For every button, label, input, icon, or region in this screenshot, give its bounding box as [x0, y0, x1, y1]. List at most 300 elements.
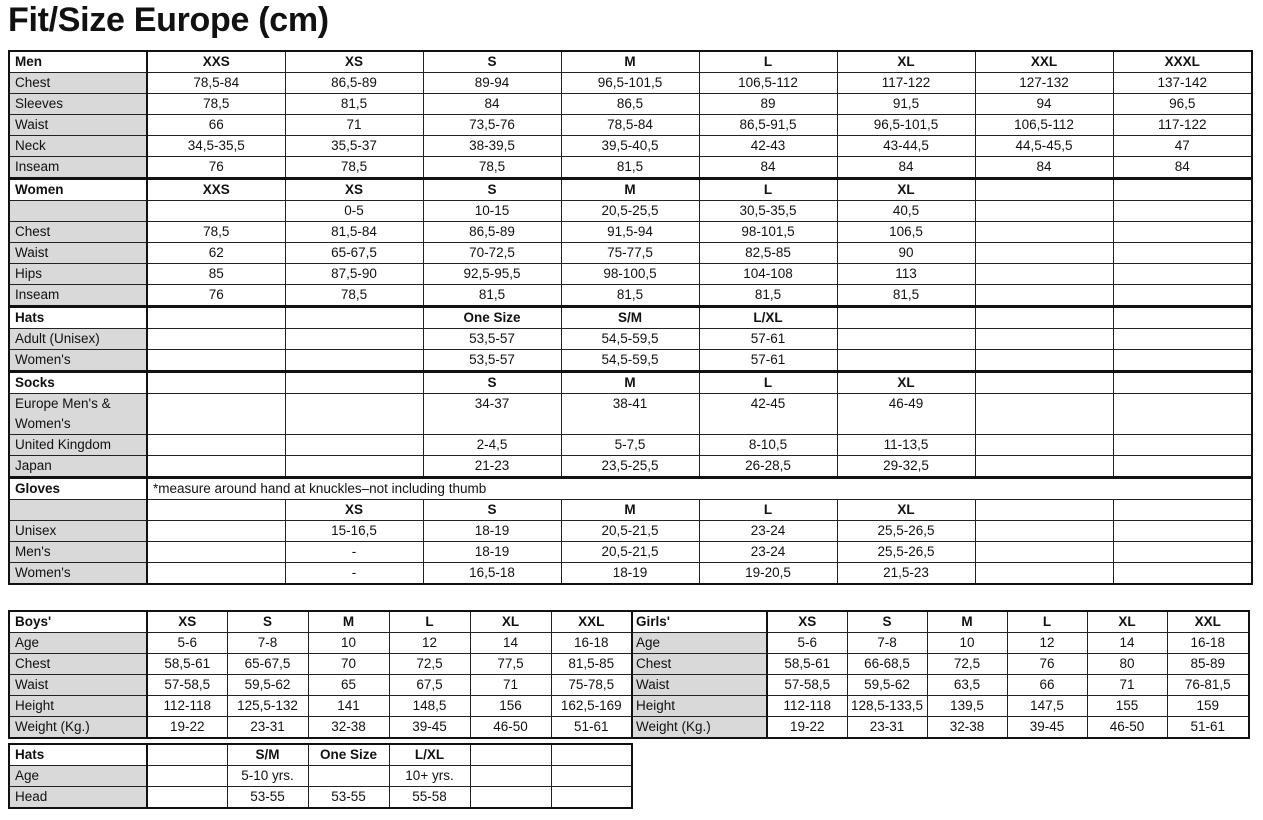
table-cell: 57-58,5: [767, 675, 847, 696]
boys-size-header: XXL: [551, 611, 632, 633]
hats-size-header: [147, 307, 285, 329]
table-cell: 55-58: [389, 787, 470, 809]
table-cell: [147, 787, 227, 809]
table-cell: 23-31: [227, 717, 308, 739]
table-cell: 139,5: [927, 696, 1007, 717]
row-label: Women's: [9, 563, 147, 585]
table-row: [9, 563, 1252, 585]
table-cell: 0-5: [285, 201, 423, 222]
row-label: Unisex: [9, 521, 147, 542]
socks-size-header: [147, 372, 285, 394]
table-cell: 72,5: [389, 654, 470, 675]
women-header-row: [9, 179, 1252, 201]
table-cell: 43-44,5: [837, 136, 975, 157]
table-cell: 51-61: [551, 717, 632, 739]
row-label: Chest: [9, 654, 147, 675]
table-cell: [837, 329, 975, 350]
socks-size-header: [975, 372, 1113, 394]
table-row: [9, 696, 1249, 717]
table-cell: [147, 350, 285, 372]
table-cell: 78,5: [285, 285, 423, 307]
table-cell: [975, 456, 1113, 478]
girls-size-header: XL: [1087, 611, 1167, 633]
table-cell: 70: [308, 654, 389, 675]
table-cell: 81,5: [837, 285, 975, 307]
socks-size-header: M: [561, 372, 699, 394]
table-cell: 23,5-25,5: [561, 456, 699, 478]
table-cell: 76: [1007, 654, 1087, 675]
table-cell: 117-122: [837, 73, 975, 94]
table-row: [9, 73, 1252, 94]
table-cell: 80: [1087, 654, 1167, 675]
table-cell: 16-18: [551, 633, 632, 654]
table-cell: 78,5-84: [561, 115, 699, 136]
boys-section-label: Boys': [9, 611, 147, 633]
table-cell: [1113, 285, 1252, 307]
table-cell: [975, 563, 1113, 585]
table-cell: 112-118: [147, 696, 227, 717]
row-label: Chest: [9, 73, 147, 94]
hats-size-header: One Size: [423, 307, 561, 329]
table-cell: 47: [1113, 136, 1252, 157]
women-size-header: S: [423, 179, 561, 201]
table-cell: 21-23: [423, 456, 561, 478]
table-cell: 12: [1007, 633, 1087, 654]
row-label: Weight (Kg.): [9, 717, 147, 739]
boys-hats-size-header: [470, 744, 551, 766]
table-cell: 86,5-89: [285, 73, 423, 94]
table-cell: 65: [308, 675, 389, 696]
table-cell: 155: [1087, 696, 1167, 717]
boys-size-header: L: [389, 611, 470, 633]
table-row: [9, 94, 1252, 115]
girls-size-header: S: [847, 611, 927, 633]
table-cell: [975, 435, 1113, 456]
socks-size-header: XL: [837, 372, 975, 394]
table-cell: 46-49: [837, 394, 975, 435]
men-size-header: S: [423, 51, 561, 73]
table-cell: [285, 435, 423, 456]
socks-header-row: [9, 372, 1252, 394]
table-cell: 86,5-91,5: [699, 115, 837, 136]
row-label: Weight (Kg.): [632, 717, 767, 739]
table-cell: 117-122: [1113, 115, 1252, 136]
table-cell: 87,5-90: [285, 264, 423, 285]
table-row: [9, 115, 1252, 136]
table-cell: 84: [1113, 157, 1252, 179]
table-row: [9, 542, 1252, 563]
table-row: [9, 136, 1252, 157]
table-cell: 81,5: [423, 285, 561, 307]
table-cell: [975, 243, 1113, 264]
kids-size-table: [8, 610, 1250, 739]
table-row: [9, 285, 1252, 307]
table-cell: 19-22: [767, 717, 847, 739]
table-cell: 38-39,5: [423, 136, 561, 157]
row-label: Waist: [9, 115, 147, 136]
table-cell: 81,5: [285, 94, 423, 115]
boys-size-header: S: [227, 611, 308, 633]
table-row: [9, 787, 632, 809]
table-cell: 16-18: [1167, 633, 1249, 654]
table-cell: [1113, 201, 1252, 222]
table-cell: 89: [699, 94, 837, 115]
table-cell: [975, 222, 1113, 243]
table-cell: 14: [470, 633, 551, 654]
table-cell: 73,5-76: [423, 115, 561, 136]
table-cell: 10-15: [423, 201, 561, 222]
table-cell: 84: [975, 157, 1113, 179]
table-cell: 65-67,5: [227, 654, 308, 675]
boys-size-header: XL: [470, 611, 551, 633]
table-cell: 81,5-84: [285, 222, 423, 243]
gloves-note: *measure around hand at knuckles–not including thumb: [147, 478, 1252, 500]
table-cell: 128,5-133,5: [847, 696, 927, 717]
table-cell: [1113, 563, 1252, 585]
gloves-size-header: [147, 500, 285, 521]
row-label: Chest: [632, 654, 767, 675]
row-label: Age: [9, 766, 147, 787]
table-cell: [147, 521, 285, 542]
row-label: Inseam: [9, 157, 147, 179]
table-cell: 54,5-59,5: [561, 350, 699, 372]
table-cell: 8-10,5: [699, 435, 837, 456]
row-label: Age: [632, 633, 767, 654]
table-cell: [285, 329, 423, 350]
table-cell: 85-89: [1167, 654, 1249, 675]
table-cell: 71: [470, 675, 551, 696]
table-cell: 77,5: [470, 654, 551, 675]
table-cell: 78,5: [147, 222, 285, 243]
girls-size-header: M: [927, 611, 1007, 633]
table-cell: 147,5: [1007, 696, 1087, 717]
table-cell: 67,5: [389, 675, 470, 696]
men-size-header: XXL: [975, 51, 1113, 73]
table-cell: 141: [308, 696, 389, 717]
table-row: [9, 766, 632, 787]
table-cell: 98-101,5: [699, 222, 837, 243]
row-label: Waist: [9, 243, 147, 264]
boys-hats-size-header: S/M: [227, 744, 308, 766]
row-label: Men's: [9, 542, 147, 563]
table-cell: 20,5-21,5: [561, 521, 699, 542]
table-cell: 10: [308, 633, 389, 654]
gloves-size-header: [975, 500, 1113, 521]
row-label: Chest: [9, 222, 147, 243]
table-cell: 39,5-40,5: [561, 136, 699, 157]
table-cell: 76: [147, 285, 285, 307]
table-cell: [551, 787, 632, 809]
table-cell: 5-6: [147, 633, 227, 654]
table-cell: 53,5-57: [423, 350, 561, 372]
table-cell: 21,5-23: [837, 563, 975, 585]
table-cell: 46-50: [1087, 717, 1167, 739]
women-size-header: XXS: [147, 179, 285, 201]
row-label: Waist: [632, 675, 767, 696]
row-label: Neck: [9, 136, 147, 157]
table-cell: 51-61: [1167, 717, 1249, 739]
women-size-header: XS: [285, 179, 423, 201]
boys-hats-section-label: Hats: [9, 744, 147, 766]
table-cell: [551, 766, 632, 787]
table-cell: 84: [423, 94, 561, 115]
table-cell: 58,5-61: [767, 654, 847, 675]
men-section-label: Men: [9, 51, 147, 73]
table-cell: 63,5: [927, 675, 1007, 696]
table-cell: 18-19: [423, 542, 561, 563]
hats-size-header: [285, 307, 423, 329]
table-cell: 14: [1087, 633, 1167, 654]
hats-size-header: L/XL: [699, 307, 837, 329]
hats-section-label: Hats: [9, 307, 147, 329]
table-cell: 106,5: [837, 222, 975, 243]
row-label: Sleeves: [9, 94, 147, 115]
girls-size-header: XXL: [1167, 611, 1249, 633]
table-cell: 54,5-59,5: [561, 329, 699, 350]
table-cell: 25,5-26,5: [837, 521, 975, 542]
table-cell: 35,5-37: [285, 136, 423, 157]
table-cell: [975, 329, 1113, 350]
boys-hats-size-header: L/XL: [389, 744, 470, 766]
table-cell: 78,5: [423, 157, 561, 179]
gloves-size-header: XL: [837, 500, 975, 521]
table-row: [9, 157, 1252, 179]
men-size-header: XS: [285, 51, 423, 73]
table-cell: [975, 542, 1113, 563]
table-cell: 71: [1087, 675, 1167, 696]
table-cell: 5-6: [767, 633, 847, 654]
women-size-header: XL: [837, 179, 975, 201]
women-section-label: Women: [9, 179, 147, 201]
row-label: Europe Men's & Women's: [9, 394, 147, 435]
row-label: Japan: [9, 456, 147, 478]
table-cell: 58,5-61: [147, 654, 227, 675]
table-row: [9, 717, 1249, 739]
gloves-blank-label: [9, 500, 147, 521]
table-row: [9, 675, 1249, 696]
boys-hats-size-header: [147, 744, 227, 766]
table-cell: 15-16,5: [285, 521, 423, 542]
table-cell: 10+ yrs.: [389, 766, 470, 787]
table-cell: [1113, 264, 1252, 285]
gloves-size-header: [1113, 500, 1252, 521]
table-cell: 125,5-132: [227, 696, 308, 717]
table-cell: 42-45: [699, 394, 837, 435]
table-cell: [1113, 329, 1252, 350]
row-label: Height: [632, 696, 767, 717]
socks-size-header: [285, 372, 423, 394]
table-cell: 23-24: [699, 542, 837, 563]
table-cell: 57-61: [699, 329, 837, 350]
table-cell: 96,5: [1113, 94, 1252, 115]
table-row: [9, 654, 1249, 675]
table-cell: 75-77,5: [561, 243, 699, 264]
table-cell: [147, 201, 285, 222]
table-cell: 44,5-45,5: [975, 136, 1113, 157]
table-cell: 32-38: [308, 717, 389, 739]
table-cell: [1113, 394, 1252, 435]
table-cell: 96,5-101,5: [837, 115, 975, 136]
table-cell: [285, 350, 423, 372]
table-cell: 84: [699, 157, 837, 179]
socks-size-header: S: [423, 372, 561, 394]
table-cell: 39-45: [389, 717, 470, 739]
table-cell: 76: [147, 157, 285, 179]
table-cell: [147, 394, 285, 435]
table-cell: 20,5-21,5: [561, 542, 699, 563]
table-cell: 89-94: [423, 73, 561, 94]
row-label: Head: [9, 787, 147, 809]
table-cell: 148,5: [389, 696, 470, 717]
girls-size-header: L: [1007, 611, 1087, 633]
table-cell: 78,5-84: [147, 73, 285, 94]
boys-hats-table: [8, 743, 633, 809]
men-size-header: L: [699, 51, 837, 73]
table-cell: 66: [147, 115, 285, 136]
women-size-header: M: [561, 179, 699, 201]
table-cell: 162,5-169: [551, 696, 632, 717]
table-cell: 91,5-94: [561, 222, 699, 243]
hats-size-header: [837, 307, 975, 329]
table-cell: 81,5: [561, 285, 699, 307]
women-size-header: [975, 179, 1113, 201]
table-cell: 29-32,5: [837, 456, 975, 478]
table-row: [9, 222, 1252, 243]
table-cell: 38-41: [561, 394, 699, 435]
table-cell: [1113, 222, 1252, 243]
table-cell: 42-43: [699, 136, 837, 157]
gloves-size-header: M: [561, 500, 699, 521]
table-cell: 20,5-25,5: [561, 201, 699, 222]
table-cell: 5-7,5: [561, 435, 699, 456]
table-cell: 11-13,5: [837, 435, 975, 456]
men-size-header: XL: [837, 51, 975, 73]
table-cell: [975, 264, 1113, 285]
table-cell: [975, 350, 1113, 372]
hats-size-header: [1113, 307, 1252, 329]
boys-hats-size-header: One Size: [308, 744, 389, 766]
row-label: Waist: [9, 675, 147, 696]
table-cell: 46-50: [470, 717, 551, 739]
gloves-section-label: Gloves: [9, 478, 147, 500]
table-cell: 137-142: [1113, 73, 1252, 94]
men-size-header: XXS: [147, 51, 285, 73]
table-cell: 30,5-35,5: [699, 201, 837, 222]
table-cell: 81,5: [561, 157, 699, 179]
table-cell: 59,5-62: [227, 675, 308, 696]
table-cell: [837, 350, 975, 372]
row-label: Women's: [9, 350, 147, 372]
row-label: Age: [9, 633, 147, 654]
table-cell: 32-38: [927, 717, 1007, 739]
table-cell: [285, 394, 423, 435]
gloves-size-row: [9, 500, 1252, 521]
table-cell: 72,5: [927, 654, 1007, 675]
table-row: [9, 633, 1249, 654]
table-cell: [1113, 350, 1252, 372]
table-cell: 156: [470, 696, 551, 717]
page-title: Fit/Size Europe (cm): [8, 1, 329, 39]
table-cell: [975, 521, 1113, 542]
table-cell: 112-118: [767, 696, 847, 717]
table-cell: [470, 787, 551, 809]
table-cell: 34,5-35,5: [147, 136, 285, 157]
table-cell: 5-10 yrs.: [227, 766, 308, 787]
table-cell: 57-61: [699, 350, 837, 372]
table-cell: 26-28,5: [699, 456, 837, 478]
row-label: Height: [9, 696, 147, 717]
table-cell: 86,5: [561, 94, 699, 115]
table-cell: -: [285, 563, 423, 585]
table-cell: 81,5-85: [551, 654, 632, 675]
table-cell: 65-67,5: [285, 243, 423, 264]
table-cell: 159: [1167, 696, 1249, 717]
table-cell: 59,5-62: [847, 675, 927, 696]
table-cell: 86,5-89: [423, 222, 561, 243]
socks-size-header: L: [699, 372, 837, 394]
table-row: [9, 350, 1252, 372]
hats-size-header: S/M: [561, 307, 699, 329]
table-cell: [975, 201, 1113, 222]
table-cell: [1113, 542, 1252, 563]
row-label: [9, 201, 147, 222]
table-cell: 90: [837, 243, 975, 264]
table-cell: 19-22: [147, 717, 227, 739]
table-cell: 104-108: [699, 264, 837, 285]
socks-size-header: [1113, 372, 1252, 394]
table-row: [9, 521, 1252, 542]
men-size-header: XXXL: [1113, 51, 1252, 73]
table-cell: 19-20,5: [699, 563, 837, 585]
table-cell: 66: [1007, 675, 1087, 696]
table-cell: 62: [147, 243, 285, 264]
table-cell: 10: [927, 633, 1007, 654]
men-size-header: M: [561, 51, 699, 73]
table-cell: [147, 329, 285, 350]
table-cell: [147, 456, 285, 478]
table-cell: [147, 542, 285, 563]
boys-hats-header-row: [9, 744, 632, 766]
table-cell: 94: [975, 94, 1113, 115]
table-cell: 70-72,5: [423, 243, 561, 264]
table-cell: 106,5-112: [975, 115, 1113, 136]
table-cell: 98-100,5: [561, 264, 699, 285]
boys-hats-size-header: [551, 744, 632, 766]
table-cell: 16,5-18: [423, 563, 561, 585]
table-cell: [470, 766, 551, 787]
table-cell: [147, 766, 227, 787]
gloves-header-row: [9, 478, 1252, 500]
table-cell: 76-81,5: [1167, 675, 1249, 696]
table-cell: 84: [837, 157, 975, 179]
women-size-header: [1113, 179, 1252, 201]
women-size-header: L: [699, 179, 837, 201]
table-cell: [147, 563, 285, 585]
table-cell: 78,5: [285, 157, 423, 179]
table-cell: [1113, 435, 1252, 456]
table-cell: 127-132: [975, 73, 1113, 94]
table-cell: 7-8: [227, 633, 308, 654]
table-cell: 25,5-26,5: [837, 542, 975, 563]
table-row: [9, 435, 1252, 456]
table-cell: [1113, 243, 1252, 264]
row-label: United Kingdom: [9, 435, 147, 456]
kids-header-row: [9, 611, 1249, 633]
table-cell: -: [285, 542, 423, 563]
table-row: [9, 456, 1252, 478]
table-cell: [975, 285, 1113, 307]
table-cell: 78,5: [147, 94, 285, 115]
